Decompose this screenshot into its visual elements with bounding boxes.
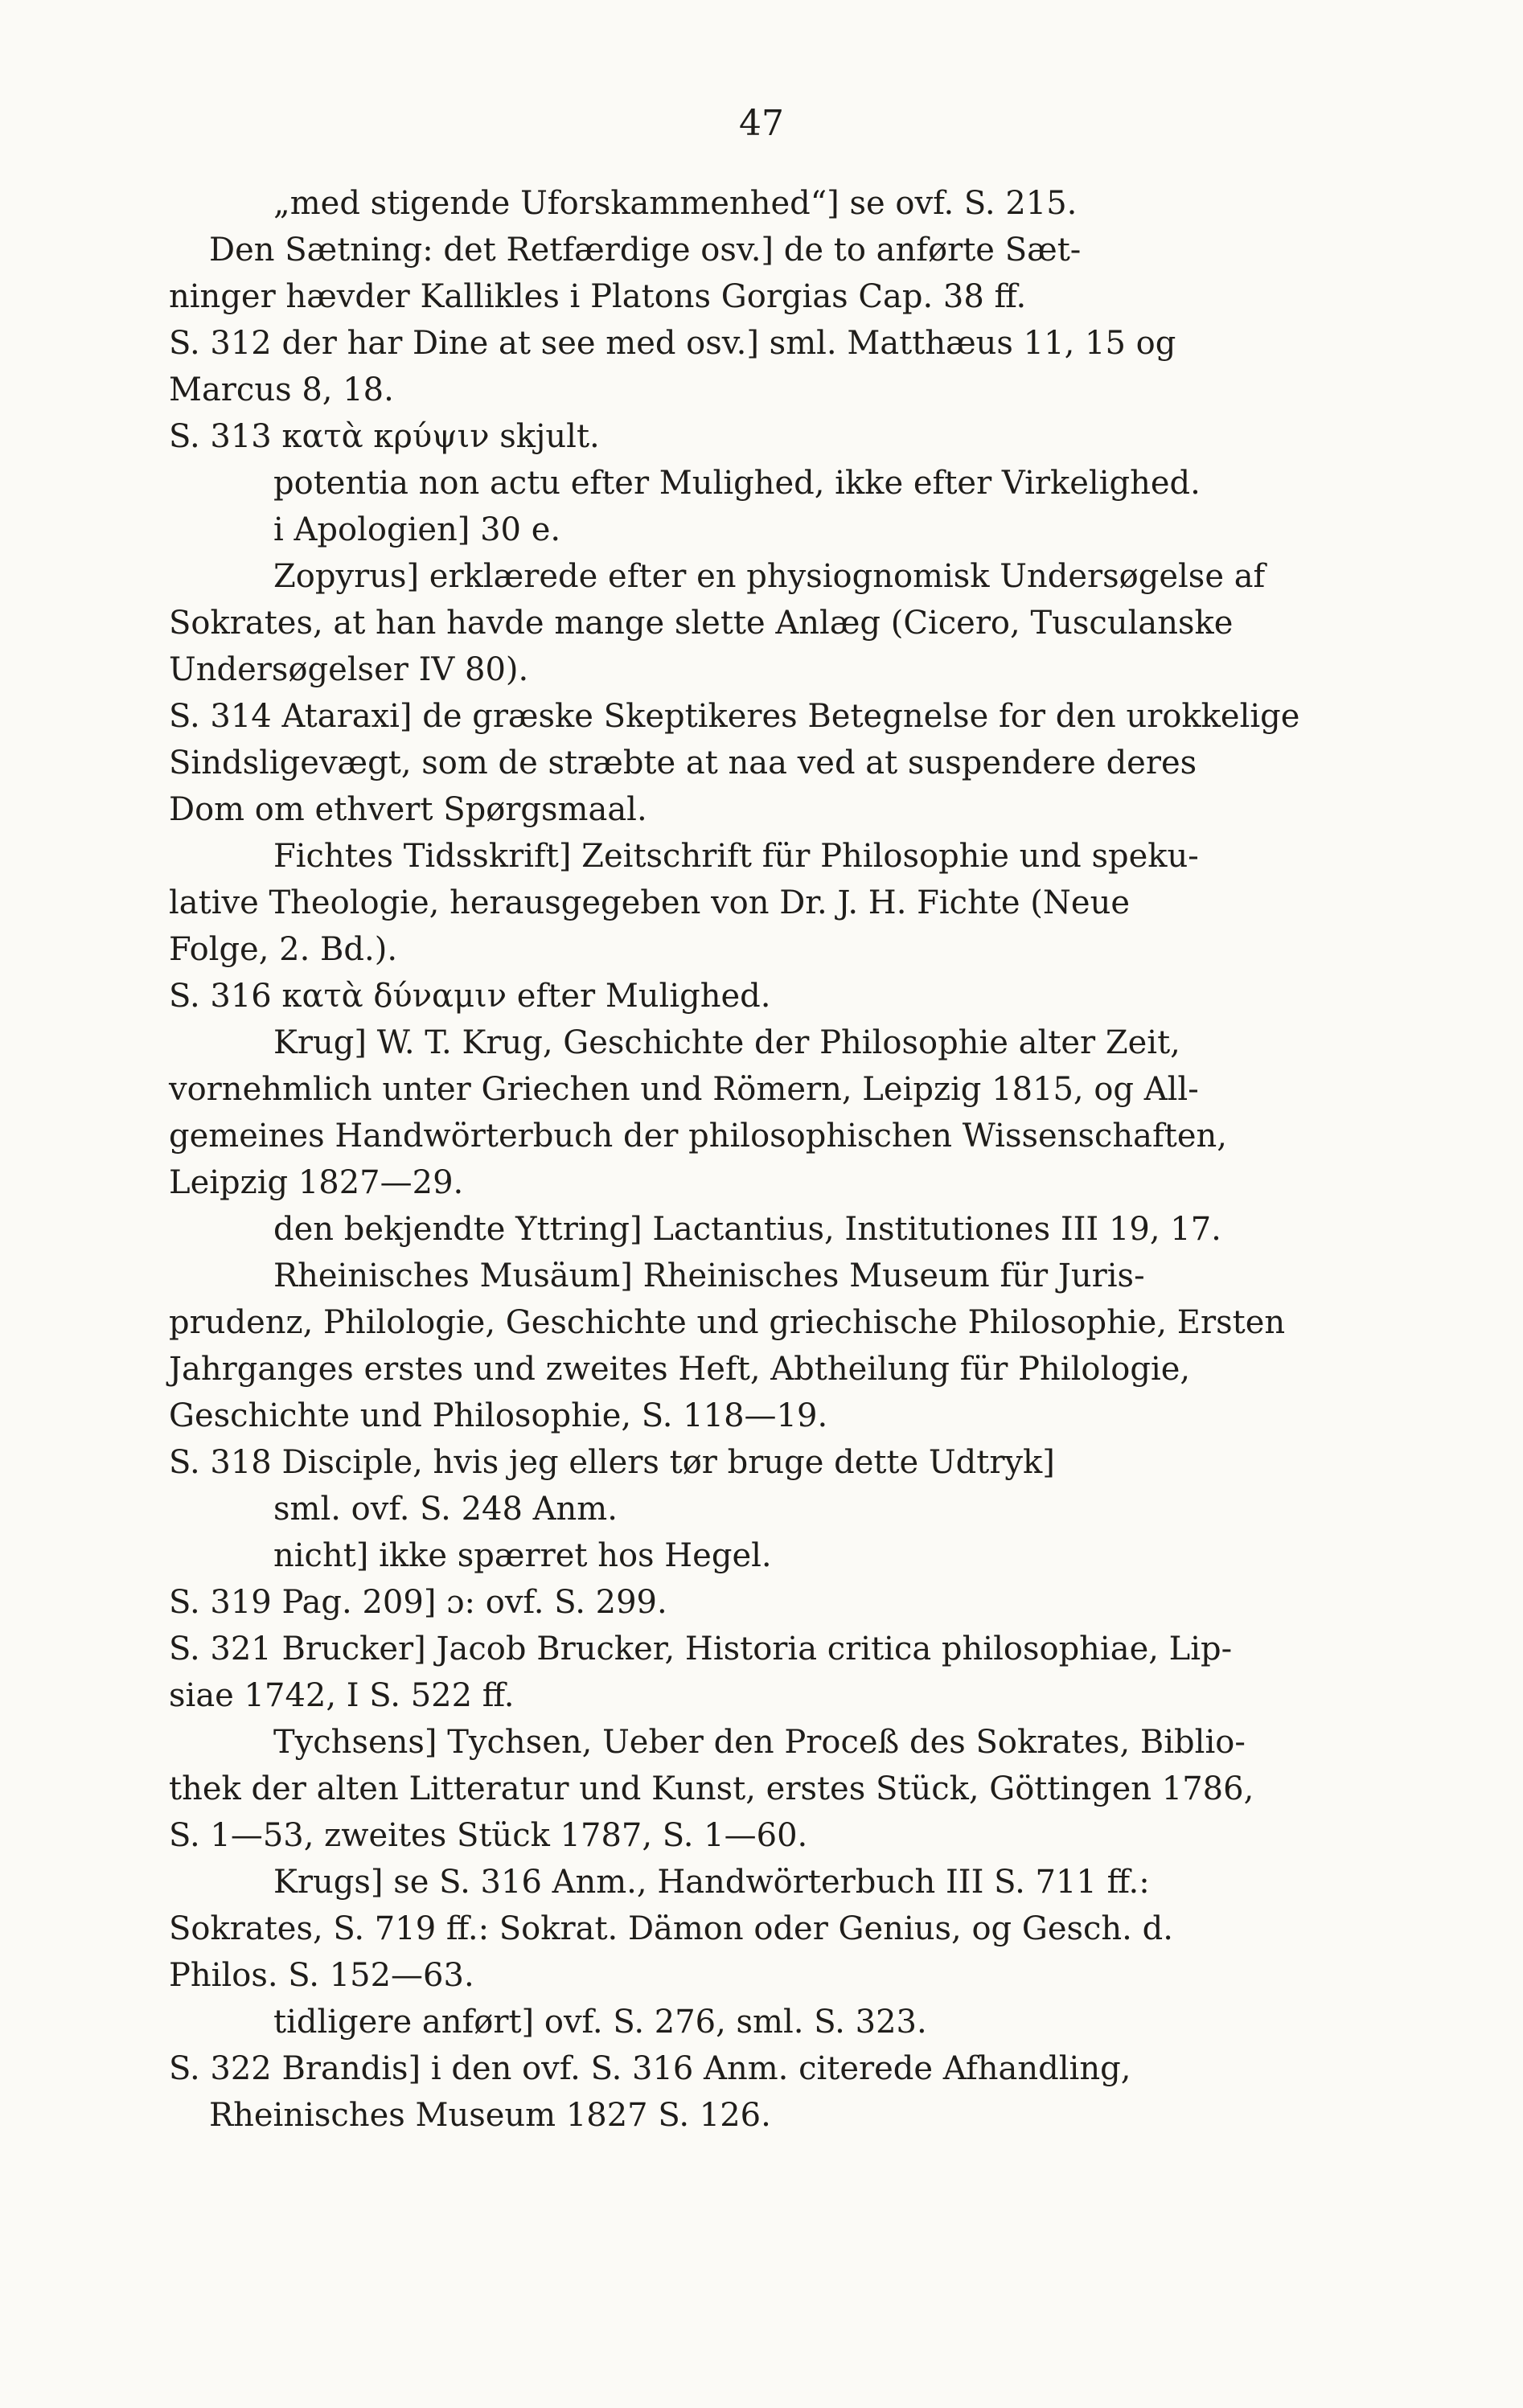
page-number: 47 [739,103,784,144]
note-line: Den Sætning: det Retfærdige osv.] de to anførte Sæt- [209,232,1082,269]
note-line: „med stigende Uforskammenhed“] se ovf. S. 215. [273,185,1078,222]
note-line: Zopyrus] erklærede efter en physiognomisk Undersøgelse af [273,558,1266,595]
note-line: prudenz, Philologie, Geschichte und griechische Philosophie, Ersten [169,1304,1286,1341]
note-line: S. 312 der har Dine at see med osv.] sml. Matthæus 11, 15 og [169,325,1176,362]
note-line: Geschichte und Philosophie, S. 118—19. [169,1397,828,1434]
note-line: i Apologien] 30 e. [273,511,561,548]
note-line: S. 1—53, zweites Stück 1787, S. 1—60. [169,1817,808,1854]
note-line: tidligere anført] ovf. S. 276, sml. S. 323. [273,2004,927,2041]
note-line: sml. ovf. S. 248 Anm. [273,1491,618,1528]
note-line: S. 316 κατὰ δύναμιν efter Mulighed. [169,978,771,1015]
note-line: thek der alten Litteratur und Kunst, erstes Stück, Göttingen 1786, [169,1770,1254,1807]
note-line: S. 314 Ataraxi] de græske Skeptikeres Betegnelse for den urokkelige [169,698,1300,735]
note-line: potentia non actu efter Mulighed, ikke efter Virkelighed. [273,465,1201,502]
note-line: Marcus 8, 18. [169,371,394,408]
note-line: nicht] ikke spærret hos Hegel. [273,1537,772,1574]
note-line: Rheinisches Museum 1827 S. 126. [209,2097,771,2134]
note-line: lative Theologie, herausgegeben von Dr. J. H. Fichte (Neue [169,884,1130,921]
note-line: Leipzig 1827—29. [169,1164,464,1201]
note-line: Sokrates, S. 719 ff.: Sokrat. Dämon oder Genius, og Gesch. d. [169,1910,1173,1947]
note-line: S. 319 Pag. 209] ɔ: ovf. S. 299. [169,1584,667,1621]
note-line: Folge, 2. Bd.). [169,931,398,968]
note-line: Undersøgelser IV 80). [169,651,529,688]
note-line: Sindsligevægt, som de stræbte at naa ved at suspendere deres [169,745,1197,781]
note-line: Krug] W. T. Krug, Geschichte der Philosophie alter Zeit, [273,1024,1180,1061]
note-line: S. 322 Brandis] i den ovf. S. 316 Anm. citerede Afhandling, [169,2050,1131,2087]
note-line: S. 321 Brucker] Jacob Brucker, Historia critica philosophiae, Lip- [169,1631,1233,1668]
note-line: siae 1742, I S. 522 ff. [169,1677,515,1714]
note-line: S. 313 κατὰ κρύψιν skjult. [169,418,600,455]
note-line: Dom om ethvert Spørgsmaal. [169,791,647,828]
note-line: Philos. S. 152—63. [169,1957,474,1994]
note-line: Sokrates, at han havde mange slette Anlæg (Cicero, Tusculanske [169,605,1234,642]
note-line: gemeines Handwörterbuch der philosophischen Wissenschaften, [169,1118,1228,1155]
note-line: vornehmlich unter Griechen und Römern, Leipzig 1815, og All- [169,1071,1199,1108]
note-line: Jahrganges erstes und zweites Heft, Abtheilung für Philologie, [169,1351,1191,1388]
note-line: Rheinisches Musäum] Rheinisches Museum für Juris- [273,1257,1145,1294]
note-line: S. 318 Disciple, hvis jeg ellers tør bruge dette Udtryk] [169,1444,1055,1481]
note-line: den bekjendte Yttring] Lactantius, Institutiones III 19, 17. [273,1211,1221,1248]
note-line: ninger hævder Kallikles i Platons Gorgias Cap. 38 ff. [169,278,1027,315]
note-line: Krugs] se S. 316 Anm., Handwörterbuch III S. 711 ff.: [273,1864,1150,1901]
note-line: Tychsens] Tychsen, Ueber den Proceß des Sokrates, Biblio- [273,1724,1246,1761]
note-line: Fichtes Tidsskrift] Zeitschrift für Philosophie und speku- [273,838,1199,875]
